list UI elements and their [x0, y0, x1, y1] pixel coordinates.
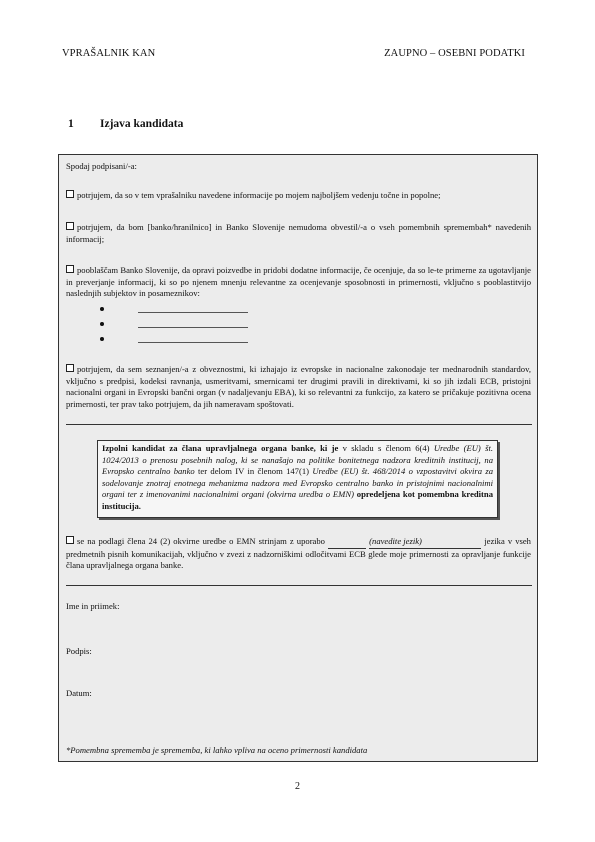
divider — [66, 424, 532, 425]
section-heading — [68, 118, 183, 130]
declaration-item-3: pooblaščam Banko Slovenije, da opravi poizvedbe in pridobi dodatne informacije, če ocenjuje, da so le-te primerne za ugotavljanje in preverjanje informacij, ki so po njenem mnenju relevantne za ocenjevanje sposobnosti in primernosti, vključno s pooblastitvijo naslednjih subjektov in posameznikov: — [66, 265, 531, 299]
header-right: ZAUPNO – OSEBNI PODATKI — [384, 48, 525, 59]
signature-label: Podpis: — [66, 646, 92, 656]
name-label: Ime in priimek: — [66, 601, 120, 611]
significant-institution-note: Izpolni kandidat za člana upravljalnega organa banke, ki je v skladu s členom 6(4) Uredbe (EU) št. 1024/2013 o prenosu posebnih nalog, ki se nanašajo na politike bonitetnega nadzora kreditnih institucij, na Evropsko centralno banko ter delom IV in členom 147(1) Uredbe (EU) št. 468/2014 o vzpostavitvi okvira za sodelovanje znotraj enotnega mehanizma nadzora med Evropsko centralno banko in pristojnimi nacionalnimi organi ter z imenovanimi nacionalnimi organi (okvirna uredba o EMN) opredeljena kot pomembna kreditna institucija. — [97, 440, 498, 518]
declaration-item-2: potrjujem, da bom [banko/hranilnico] in Banko Slovenije nemudoma obvestil/-a o vseh pomembnih spremembah* navedenih informacij; — [66, 222, 531, 244]
language-hint: (navedite jezik) — [369, 536, 481, 549]
authorised-entity-1 — [100, 305, 260, 315]
section-title: Izjava kandidata — [100, 118, 184, 130]
date-label: Datum: — [66, 688, 92, 698]
section-number: 1 — [68, 118, 74, 130]
bullet-icon — [100, 337, 104, 341]
bullet-icon — [100, 307, 104, 311]
entity-input-line[interactable] — [138, 327, 248, 328]
header-left: VPRAŠALNIK KAN — [62, 48, 156, 59]
page-number: 2 — [295, 781, 300, 792]
checkbox-item-4[interactable] — [66, 364, 74, 372]
declaration-item-4: potrjujem, da sem seznanjen/-a z obveznostmi, ki izhajajo iz evropske in nacionalne zakonodaje ter mednarodnih standardov, vključno s predpisi, kodeksi ravnanja, usmeritvami, smernicami ter drugimi pravili in direktivami, ki so jih izdali ECB, pristojni nacionalni organi in Evropski bančni organ (v nadaljevanju EBA), ki so relevantni za funkcijo, za katero se pričakuje pozitivna ocena primernosti, ter prav tako potrjujem, da jih nameravam spoštovati. — [66, 364, 531, 409]
checkbox-item-3[interactable] — [66, 265, 74, 273]
authorised-entity-3 — [100, 335, 260, 345]
checkbox-item-2[interactable] — [66, 222, 74, 230]
bullet-icon — [100, 322, 104, 326]
declaration-item-1: potrjujem, da so v tem vprašalniku navedene informacije po mojem najboljšem vedenju točne in popolne; — [66, 190, 531, 202]
authorised-entity-2 — [100, 320, 260, 330]
declaration-item-5: se na podlagi člena 24 (2) okvirne uredbe o EMN strinjam z uporabo (navedite jezik) jezika v vseh predmetnih pisnih komunikacijah, vključno v zvezi z nadzorniškimi odločitvami ECB glede moje primernosti za opravljanje funkcije člana upravljalnega organa banke. — [66, 536, 531, 571]
checkbox-item-1[interactable] — [66, 190, 74, 198]
entity-input-line[interactable] — [138, 342, 248, 343]
intro-text: Spodaj podpisani/-a: — [66, 161, 137, 171]
checkbox-item-5[interactable] — [66, 536, 74, 544]
entity-input-line[interactable] — [138, 312, 248, 313]
footnote: *Pomembna sprememba je sprememba, ki lahko vpliva na oceno primernosti kandidata — [66, 745, 368, 755]
language-input[interactable] — [328, 536, 366, 549]
divider — [66, 585, 532, 586]
